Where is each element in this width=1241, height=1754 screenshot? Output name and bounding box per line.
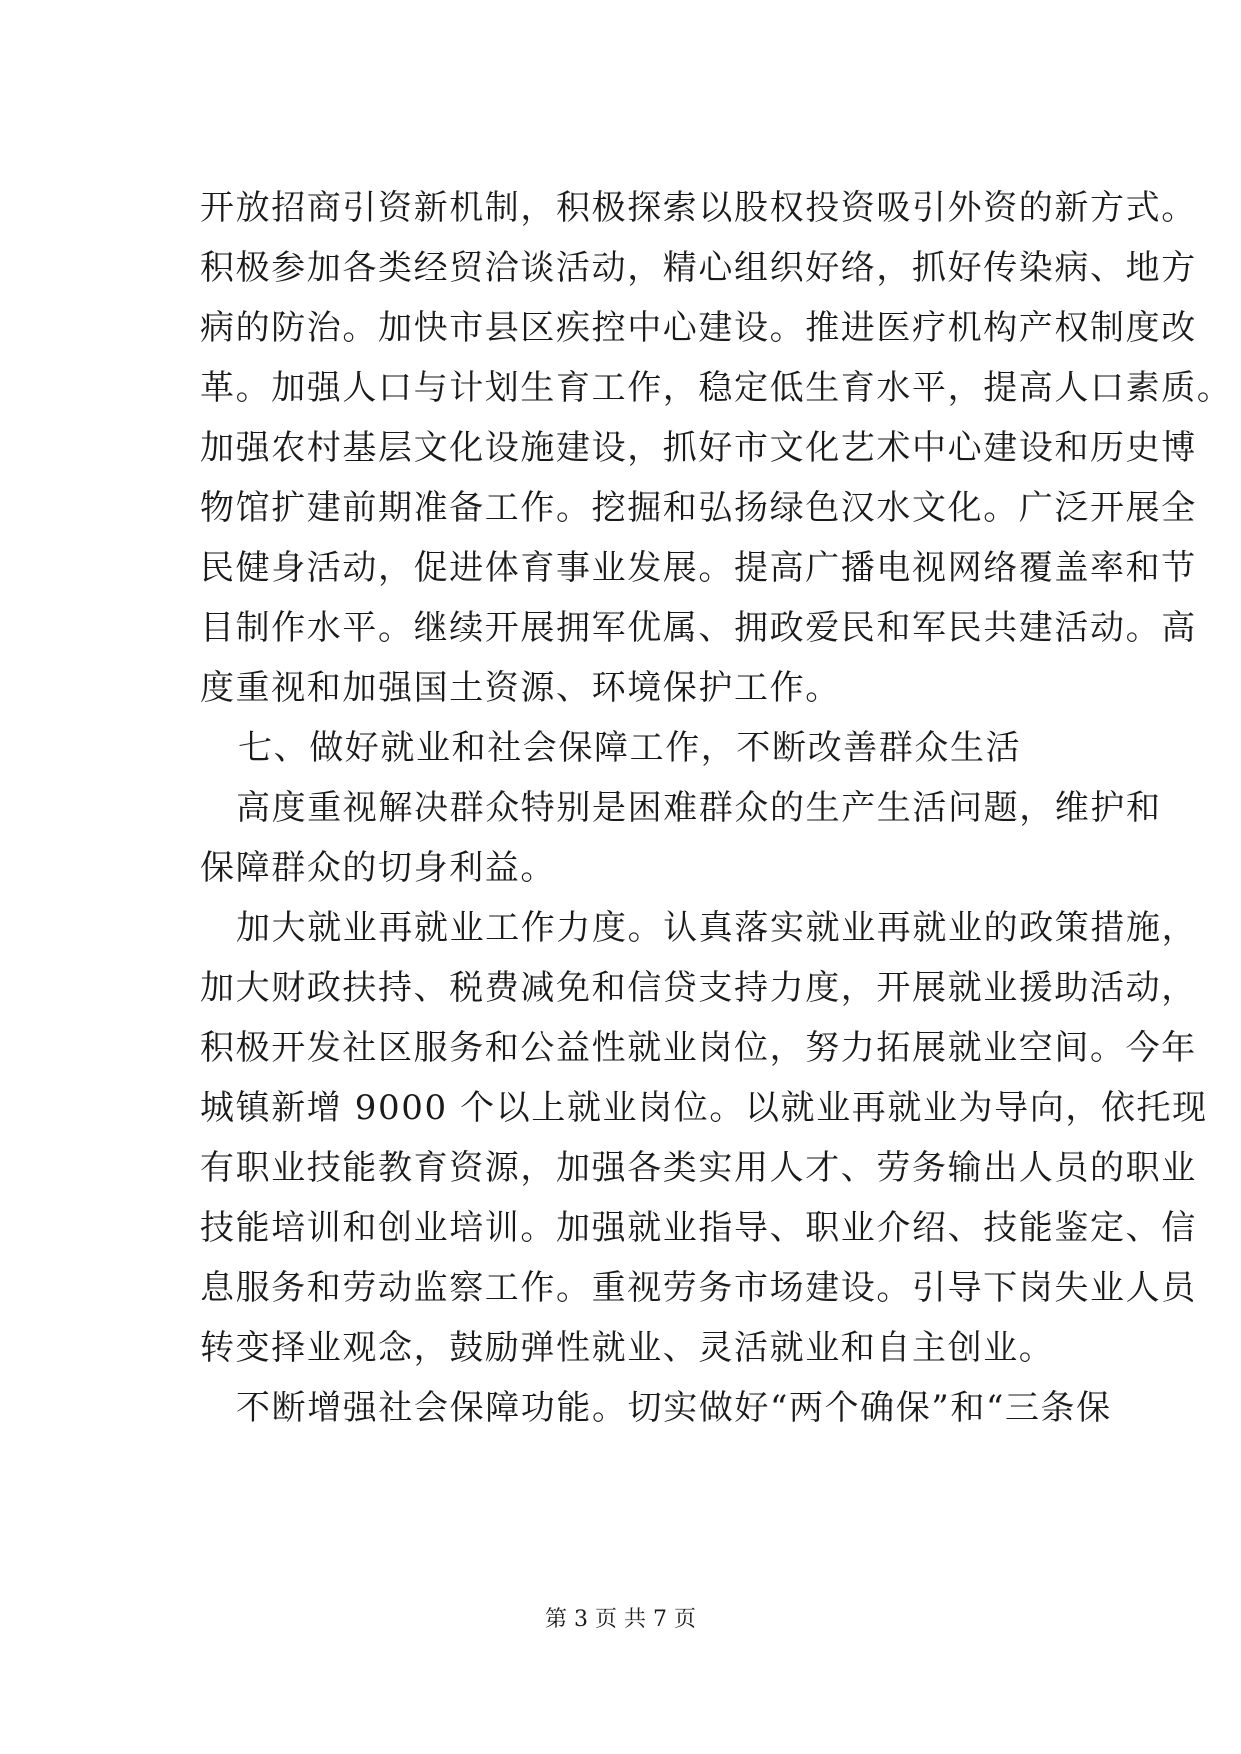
body-text-line: 目制作水平。继续开展拥军优属、拥政爱民和军民共建活动。高: [200, 608, 1197, 648]
section-heading: 七、做好就业和社会保障工作，不断改善群众生活: [238, 728, 1022, 768]
body-text-line: 物馆扩建前期准备工作。挖掘和弘扬绿色汉水文化。广泛开展全: [200, 488, 1197, 528]
body-text-line: 加强农村基层文化设施建设，抓好市文化艺术中心建设和历史博: [200, 428, 1197, 468]
body-text-line: 城镇新增 9000 个以上就业岗位。以就业再就业为导向，依托现: [200, 1088, 1208, 1128]
body-text-line: 革。加强人口与计划生育工作，稳定低生育水平，提高人口素质。: [200, 368, 1233, 408]
body-text-line: 息服务和劳动监察工作。重视劳务市场建设。引导下岗失业人员: [200, 1268, 1197, 1308]
body-text-line: 积极参加各类经贸洽谈活动，精心组织好络，抓好传染病、地方: [200, 248, 1197, 288]
body-text-line: 有职业技能教育资源，加强各类实用人才、劳务输出人员的职业: [200, 1148, 1197, 1188]
paragraph-first-line: 加大就业再就业工作力度。认真落实就业再就业的政策措施，: [236, 908, 1198, 948]
paragraph-first-line: 不断增强社会保障功能。切实做好“两个确保”和“三条保: [236, 1388, 1112, 1428]
body-text-line: 病的防治。加快市县区疾控中心建设。推进医疗机构产权制度改: [200, 308, 1197, 348]
body-text-line: 度重视和加强国土资源、环境保护工作。: [200, 668, 841, 708]
page-footer: 第 3 页 共 7 页: [545, 1607, 696, 1632]
paragraph-first-line: 高度重视解决群众特别是困难群众的生产生活问题，维护和: [236, 788, 1162, 828]
body-text-line: 技能培训和创业培训。加强就业指导、职业介绍、技能鉴定、信: [200, 1208, 1197, 1248]
body-text-line: 转变择业观念，鼓励弹性就业、灵活就业和自主创业。: [200, 1328, 1055, 1368]
body-text-line: 保障群众的切身利益。: [200, 848, 556, 888]
body-text-line: 积极开发社区服务和公益性就业岗位，努力拓展就业空间。今年: [200, 1028, 1197, 1068]
body-text-line: 开放招商引资新机制，积极探索以股权投资吸引外资的新方式。: [200, 188, 1197, 228]
body-text-line: 加大财政扶持、税费减免和信贷支持力度，开展就业援助活动，: [200, 968, 1197, 1008]
body-text-line: 民健身活动，促进体育事业发展。提高广播电视网络覆盖率和节: [200, 548, 1197, 588]
